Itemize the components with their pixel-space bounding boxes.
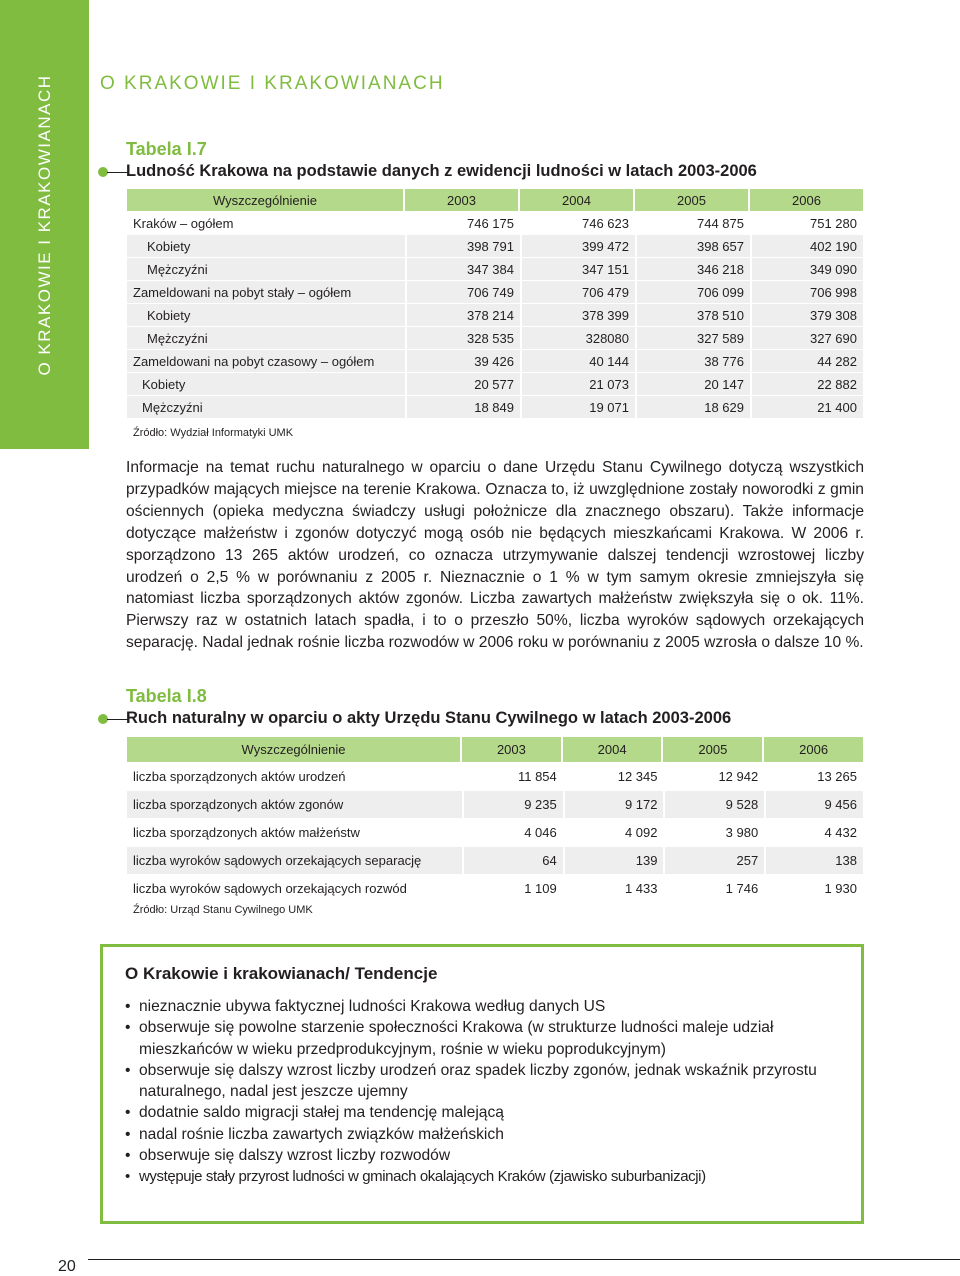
- cell-value: 399 472: [520, 234, 635, 257]
- row-label: Kraków – ogółem: [127, 211, 405, 234]
- column-header: 2006: [750, 189, 863, 211]
- side-tab: [0, 0, 89, 449]
- table-row: [127, 762, 863, 790]
- cell-value: 1 109: [462, 874, 563, 902]
- cell-value: 9 528: [663, 790, 764, 818]
- table2-source: Źródło: Urząd Stanu Cywilnego UMK: [133, 904, 313, 916]
- row-label: liczba sporządzonych aktów małżeństw: [127, 818, 462, 846]
- cell-value: 347 151: [520, 257, 635, 280]
- population-table: [127, 189, 863, 418]
- cell-value: 138: [764, 846, 863, 874]
- cell-value: 398 657: [635, 234, 750, 257]
- row-label: liczba sporządzonych aktów urodzeń: [127, 762, 462, 790]
- cell-value: 402 190: [750, 234, 863, 257]
- table-header-row: [127, 737, 863, 762]
- cell-value: 347 384: [405, 257, 520, 280]
- list-item: • obserwuje się dalszy wzrost liczby rozwodów: [125, 1145, 845, 1166]
- row-label: liczba wyroków sądowych orzekających separację: [127, 846, 462, 874]
- cell-value: 1 930: [764, 874, 863, 902]
- table-row: [127, 303, 863, 326]
- cell-value: 378 214: [405, 303, 520, 326]
- row-label: Mężczyźni: [127, 326, 405, 349]
- footer-rule: [88, 1259, 960, 1260]
- column-header: 2005: [635, 189, 750, 211]
- cell-value: 21 073: [520, 372, 635, 395]
- cell-value: 64: [462, 846, 563, 874]
- cell-value: 13 265: [764, 762, 863, 790]
- table-row: [127, 326, 863, 349]
- trends-box: [100, 944, 864, 1224]
- cell-value: 11 854: [462, 762, 563, 790]
- cell-value: 44 282: [750, 349, 863, 372]
- row-label: Kobiety: [127, 303, 405, 326]
- cell-value: 4 432: [764, 818, 863, 846]
- cell-value: 3 980: [663, 818, 764, 846]
- body-paragraph: Informacje na temat ruchu naturalnego w oparciu o dane Urzędu Stanu Cywilnego dotyczą wszystkich przypadków mających miejsce na terenie Krakowa. Oznacza to, iż uwzględnione zostały noworodki z gmin ościennych (opieka medyczna świadczy usługi położnicze dla znacznego obszaru). Także informacje dotyczące małżeństw i zgonów dotyczyć mogą osób nie będących mieszkańcami Krakowa. W 2006 r. sporządzono 13 265 aktów urodzeń, co oznacza utrzymywanie dalszej tendencji wzrostowej liczby urodzeń o 2,5 % w porównaniu z 2005 r. Nieznacznie o 1 % w tym samym okresie zmniejszyła się natomiast liczba sporządzonych aktów zgonów. Liczba zawartych małżeństw zwiększyła się o ok. 11%. Pierwszy raz w ostatnich latach spadła, i to o przeszło 50%, liczba wyroków sądowych orzekających separację. Nadal jednak rośnie liczba rozwodów w 2006 roku w porównaniu z 2005 wzrosła o dalsze 10 %.: [126, 459, 864, 652]
- cell-value: 1 746: [663, 874, 764, 902]
- row-label: Kobiety: [127, 372, 405, 395]
- column-header: 2005: [663, 737, 764, 762]
- cell-value: 12 942: [663, 762, 764, 790]
- cell-value: 327 589: [635, 326, 750, 349]
- column-header: 2006: [764, 737, 863, 762]
- list-item: • nadal rośnie liczba zawartych związków małżeńskich: [125, 1124, 845, 1145]
- side-tab-text: O KRAKOWIE I KRAKOWIANACH: [35, 74, 54, 376]
- cell-value: 4 092: [563, 818, 664, 846]
- row-label: Kobiety: [127, 234, 405, 257]
- row-label: Mężczyźni: [127, 395, 405, 418]
- cell-value: 328 535: [405, 326, 520, 349]
- cell-value: 706 998: [750, 280, 863, 303]
- cell-value: 744 875: [635, 211, 750, 234]
- cell-value: 18 629: [635, 395, 750, 418]
- cell-value: 40 144: [520, 349, 635, 372]
- column-header: 2003: [462, 737, 563, 762]
- trends-box-title: O Krakowie i krakowianach/ Tendencje: [125, 964, 438, 983]
- table2-title: Ruch naturalny w oparciu o akty Urzędu Stanu Cywilnego w latach 2003-2006: [126, 709, 732, 727]
- list-item: • występuje stały przyrost ludności w gminach okalających Kraków (zjawisko suburbanizacji): [125, 1166, 845, 1187]
- cell-value: 20 577: [405, 372, 520, 395]
- page-header: O KRAKOWIE I KRAKOWIANACH: [100, 73, 445, 94]
- cell-value: 328080: [520, 326, 635, 349]
- row-label: liczba wyroków sądowych orzekających rozwód: [127, 874, 462, 902]
- cell-value: 21 400: [750, 395, 863, 418]
- table1-title: Ludność Krakowa na podstawie danych z ewidencji ludności w latach 2003-2006: [126, 162, 757, 180]
- cell-value: 327 690: [750, 326, 863, 349]
- table-row: [127, 874, 863, 902]
- table-row: [127, 846, 863, 874]
- page-number: 20: [58, 1258, 76, 1275]
- cell-value: 349 090: [750, 257, 863, 280]
- table-header-row: [127, 189, 863, 211]
- cell-value: 378 399: [520, 303, 635, 326]
- cell-value: 9 235: [462, 790, 563, 818]
- table1-label: Tabela I.7: [126, 139, 207, 159]
- cell-value: 9 172: [563, 790, 664, 818]
- list-item: • dodatnie saldo migracji stałej ma tendencję malejącą: [125, 1102, 845, 1123]
- cell-value: 12 345: [563, 762, 664, 790]
- column-header: Wyszczególnienie: [127, 737, 462, 762]
- table-row: [127, 280, 863, 303]
- table2-label: Tabela I.8: [126, 686, 207, 706]
- row-label: Zameldowani na pobyt czasowy – ogółem: [127, 349, 405, 372]
- table-row: [127, 818, 863, 846]
- list-item: • obserwuje się powolne starzenie społeczności Krakowa (w strukturze ludności maleje udział mieszkańców w wieku przedprodukcyjnym, rośnie w wieku poprodukcyjnym): [125, 1017, 845, 1060]
- table-row: [127, 257, 863, 280]
- table-row: [127, 234, 863, 257]
- cell-value: 257: [663, 846, 764, 874]
- list-item: • obserwuje się dalszy wzrost liczby urodzeń oraz spadek liczby zgonów, jednak wskaźnik przyrostu naturalnego, nadal jest jeszcze ujemny: [125, 1060, 845, 1103]
- column-header: 2004: [563, 737, 664, 762]
- cell-value: 706 479: [520, 280, 635, 303]
- table-row: [127, 790, 863, 818]
- vital-statistics-table: [127, 737, 863, 902]
- cell-value: 39 426: [405, 349, 520, 372]
- row-label: Zameldowani na pobyt stały – ogółem: [127, 280, 405, 303]
- cell-value: 379 308: [750, 303, 863, 326]
- column-header: Wyszczególnienie: [127, 189, 405, 211]
- cell-value: 746 175: [405, 211, 520, 234]
- table-row: [127, 349, 863, 372]
- cell-value: 706 749: [405, 280, 520, 303]
- cell-value: 18 849: [405, 395, 520, 418]
- table-row: [127, 211, 863, 234]
- cell-value: 22 882: [750, 372, 863, 395]
- cell-value: 1 433: [563, 874, 664, 902]
- cell-value: 346 218: [635, 257, 750, 280]
- cell-value: 9 456: [764, 790, 863, 818]
- row-label: liczba sporządzonych aktów zgonów: [127, 790, 462, 818]
- cell-value: 4 046: [462, 818, 563, 846]
- table-row: [127, 372, 863, 395]
- table-row: [127, 395, 863, 418]
- cell-value: 378 510: [635, 303, 750, 326]
- row-label: Mężczyźni: [127, 257, 405, 280]
- cell-value: 139: [563, 846, 664, 874]
- cell-value: 751 280: [750, 211, 863, 234]
- list-item: • nieznacznie ubywa faktycznej ludności Krakowa według danych US: [125, 996, 845, 1017]
- trends-list: [125, 996, 845, 1188]
- table1-source: Źródło: Wydział Informatyki UMK: [133, 427, 294, 439]
- column-header: 2004: [520, 189, 635, 211]
- column-header: 2003: [405, 189, 520, 211]
- cell-value: 20 147: [635, 372, 750, 395]
- cell-value: 398 791: [405, 234, 520, 257]
- cell-value: 706 099: [635, 280, 750, 303]
- cell-value: 746 623: [520, 211, 635, 234]
- cell-value: 38 776: [635, 349, 750, 372]
- cell-value: 19 071: [520, 395, 635, 418]
